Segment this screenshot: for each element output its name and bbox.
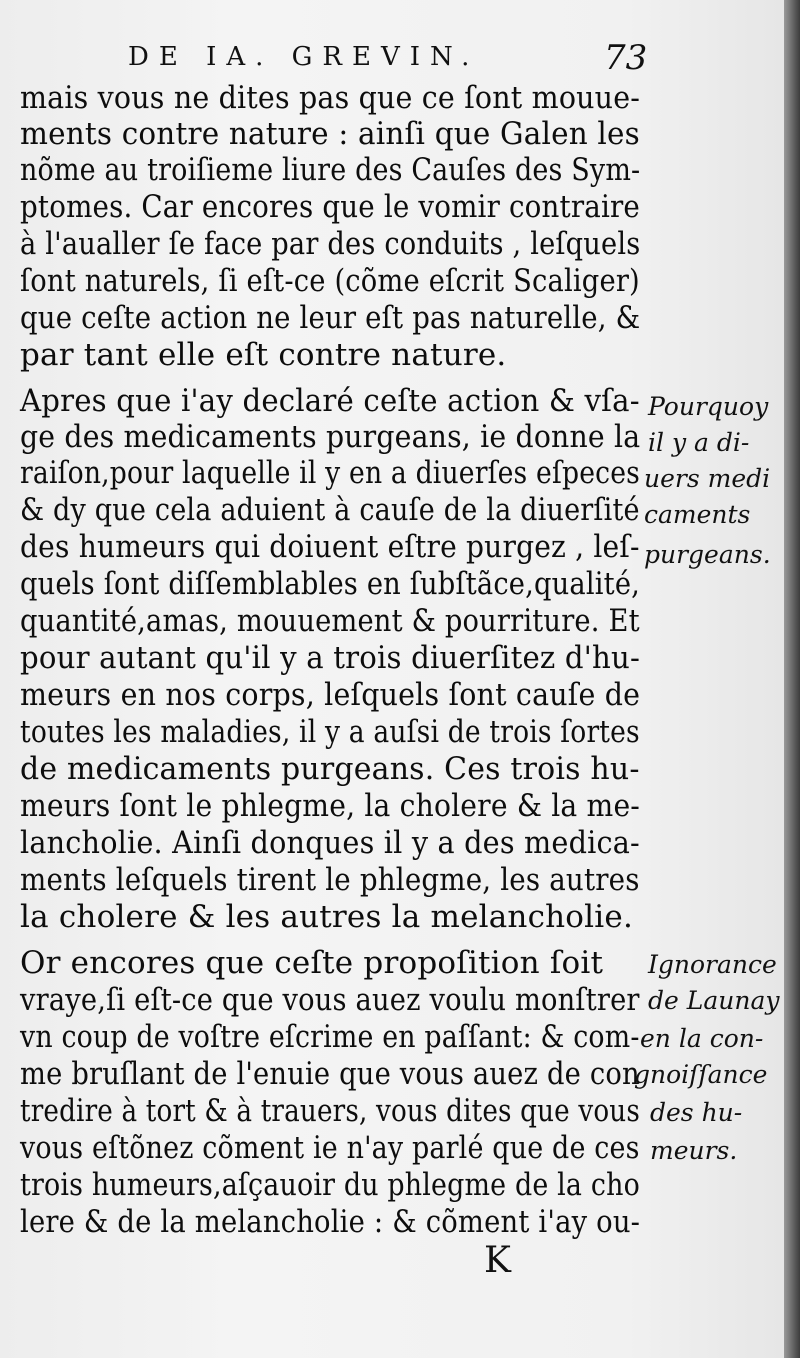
text-line: la cholere & les autres la melancholie. [20,899,633,935]
text-line: tredire à tort & à trauers, vous dites que vous [20,1093,640,1129]
text-line: ſont naturels, ſi eſt-ce (cõme eſcrit Scaliger) [20,263,640,299]
text-line: ptomes. Car encores que le vomir contraire [20,189,640,225]
text-line: meurs en nos corps, leſquels ſont cauſe de [20,677,641,713]
margin-note-line: il y a di- [648,428,750,457]
margin-note-line: Pourquoy [648,392,769,421]
text-line: nõme au troiſieme liure des Cauſes des Sym- [20,152,641,188]
text-line: vous eſtõnez cõment ie n'ay parlé que de ces [20,1130,640,1166]
margin-note-line: en la con- [640,1024,764,1053]
margin-note-line: purgeans. [644,540,771,569]
margin-note-line: de Launay [648,986,780,1015]
text-line: & dy que cela aduient à cauſe de la diuerſité [20,492,640,528]
margin-note-line: gnoiſſance [634,1060,768,1089]
text-line: lere & de la melancholie : & cõment i'ay ou- [20,1204,641,1240]
text-line: vraye,ſi eſt-ce que vous auez voulu monſtrer [20,982,640,1018]
margin-note-line: caments [644,500,751,529]
margin-note-line: des hu- [650,1098,743,1127]
text-line: ge des medicaments purgeans, ie donne la [20,419,641,455]
signature-mark: K [484,1240,513,1281]
text-line: meurs ſont le phlegme, la cholere & la me- [20,788,641,824]
text-line: quantité,amas, mouuement & pourriture. Et [20,603,640,639]
text-line: lancholie. Ainſi donques il y a des medica- [20,825,640,861]
running-title: DE IA. GREVIN. [128,42,480,72]
text-line: à l'aualler ſe face par des conduits , leſquels [20,226,641,262]
text-line: Or encores que ceſte propoſition ſoit [20,945,604,981]
text-line: trois humeurs,aſçauoir du phlegme de la cho [20,1167,640,1203]
text-line: des humeurs qui doiuent eſtre purgez , leſ- [20,529,640,565]
margin-note-line: meurs. [650,1136,738,1165]
text-line: toutes les maladies, il y a auſsi de trois ſortes [20,714,640,750]
text-line: ments contre nature : ainſi que Galen les [20,116,640,152]
text-line: mais vous ne dites pas que ce ſont mouue- [20,80,641,116]
margin-note-line: uers medi [644,464,771,493]
page-number: 73 [604,38,648,78]
text-line: vn coup de voſtre eſcrime en paſſant: & com- [20,1019,640,1055]
text-line: que ceſte action ne leur eſt pas naturelle, & [20,300,641,336]
margin-note-line: Ignorance [648,950,777,979]
text-line: pour autant qu'il y a trois diuerſitez d'hu- [20,640,640,676]
text-line: raiſon,pour laquelle il y en a diuerſes eſpeces [20,455,640,491]
page-edge-shadow [784,0,800,1358]
text-line: quels ſont diſſemblables en ſubſtãce,qualité, [20,566,641,602]
text-line: par tant elle eſt contre nature. [20,337,507,373]
text-line: de medicaments purgeans. Ces trois hu- [20,751,640,787]
text-line: Apres que i'ay declaré ceſte action & vſa- [20,383,640,419]
text-line: me bruſlant de l'enuie que vous auez de con [20,1056,640,1092]
text-line: ments leſquels tirent le phlegme, les autres [20,862,640,898]
